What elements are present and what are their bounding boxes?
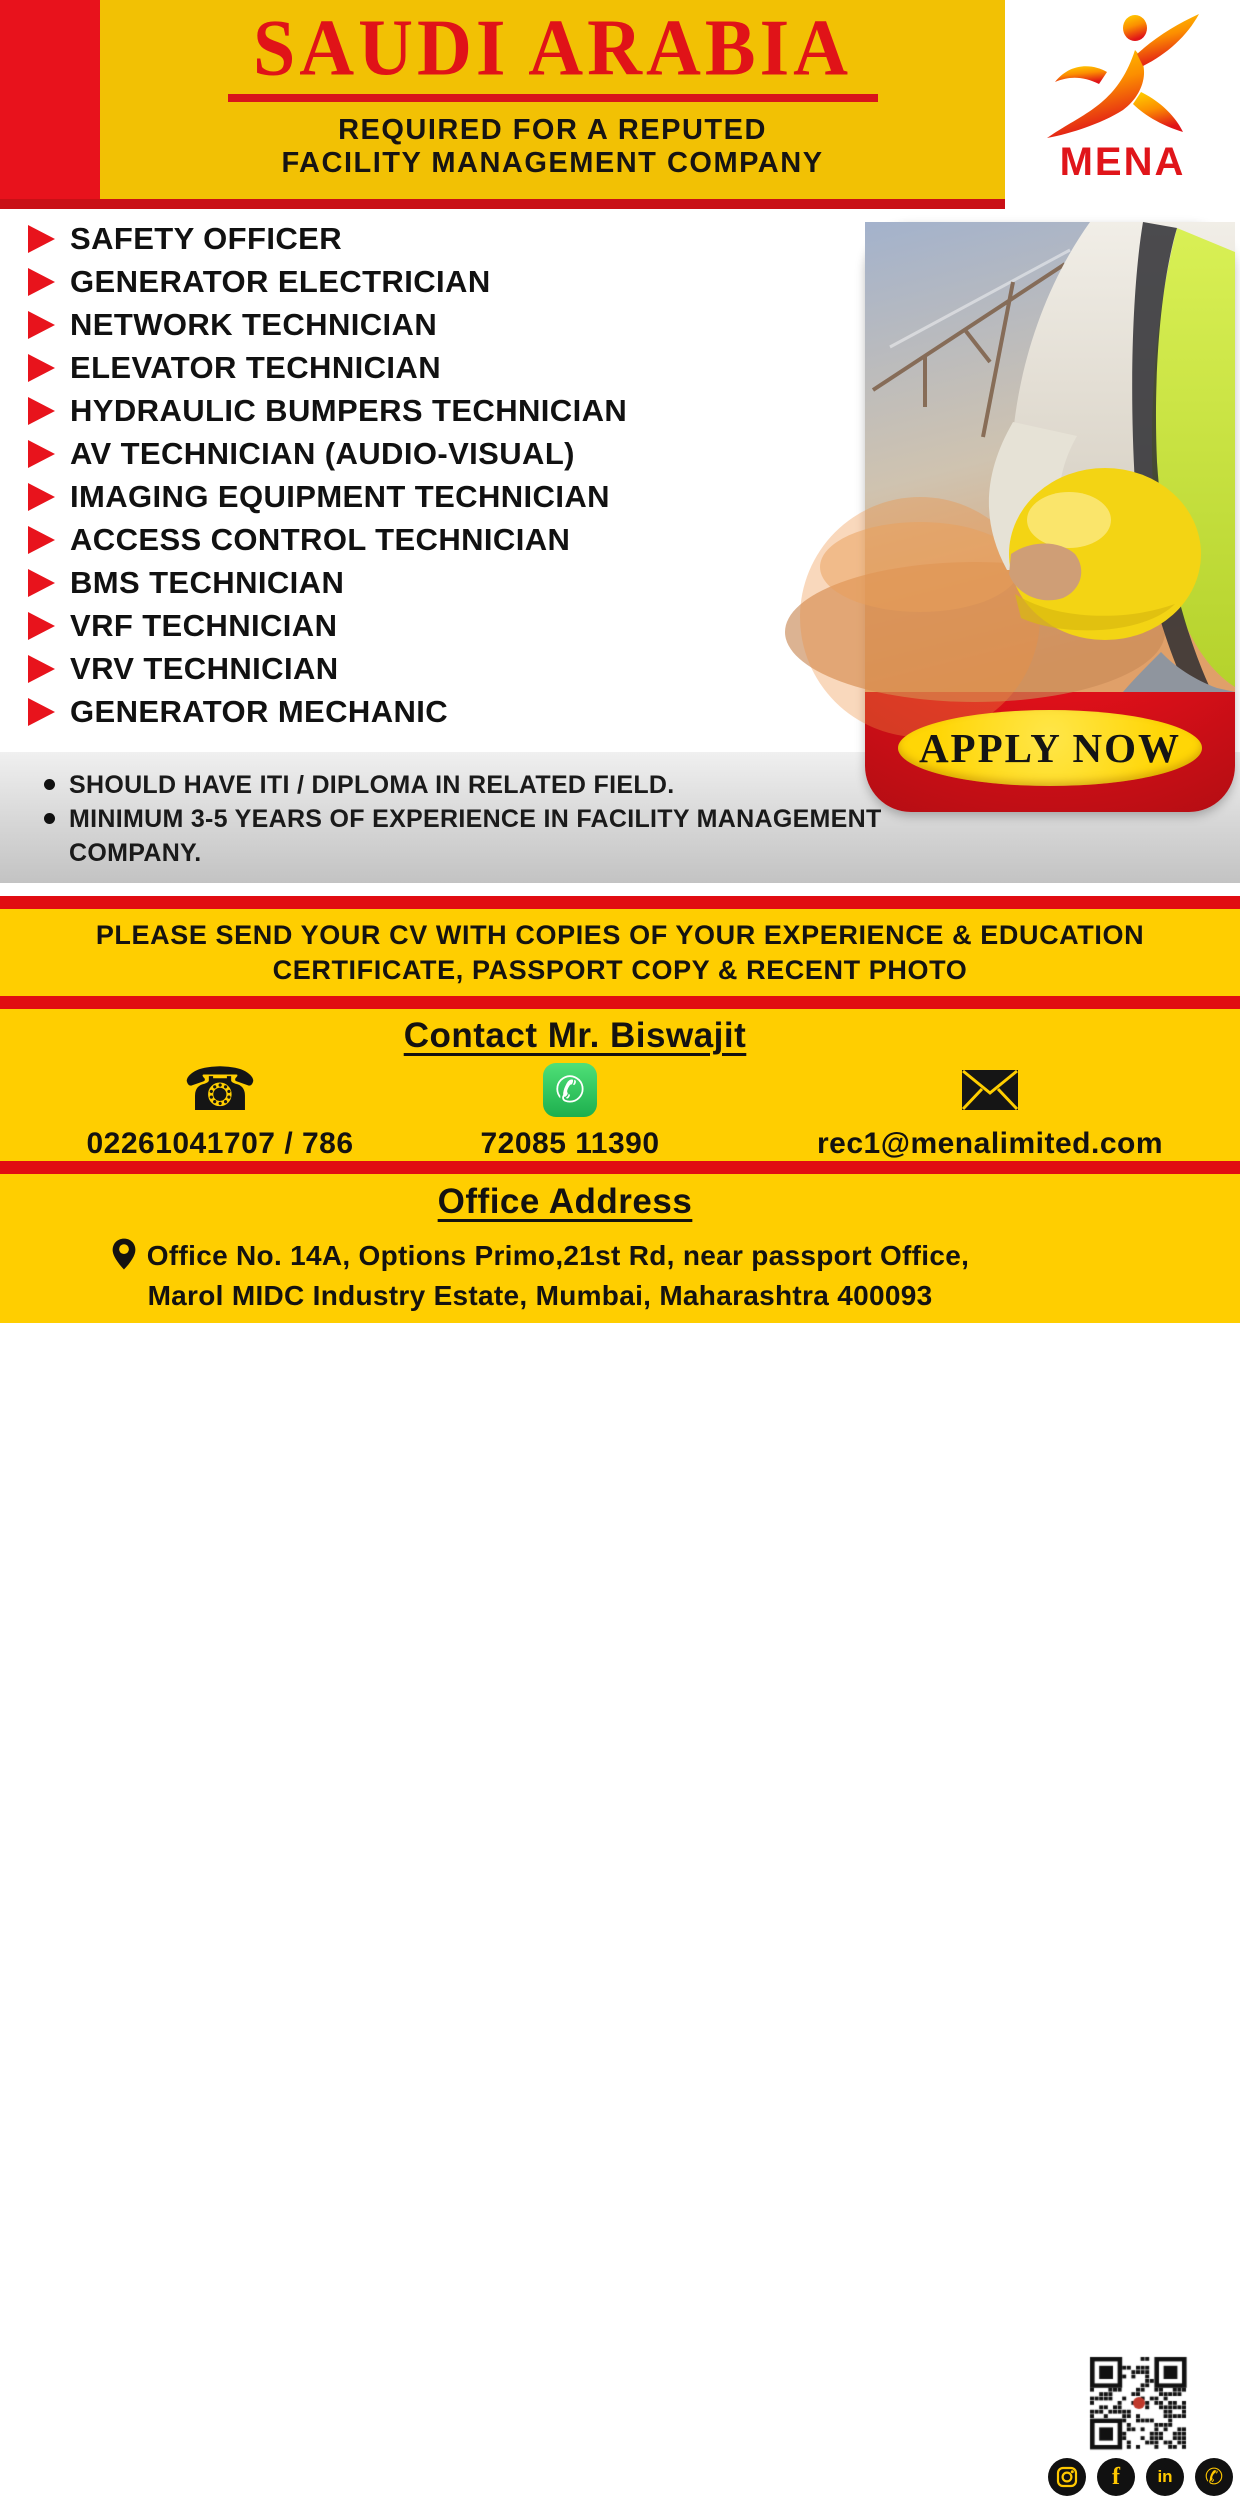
- job-label: GENERATOR MECHANIC: [70, 693, 449, 729]
- triangle-bullet-icon: [28, 612, 55, 640]
- contact-section: [0, 1009, 1240, 1161]
- job-list-item: [28, 346, 858, 389]
- mena-logo-text: MENA: [1059, 140, 1186, 184]
- job-label: VRF TECHNICIAN: [70, 607, 338, 643]
- job-label: SAFETY OFFICER: [70, 220, 342, 256]
- qr-code[interactable]: [1086, 2354, 1192, 2456]
- triangle-bullet-icon: [28, 698, 55, 726]
- job-label: NETWORK TECHNICIAN: [70, 306, 438, 342]
- requirement-item: [44, 768, 914, 802]
- job-list-item: [28, 303, 858, 346]
- triangle-bullet-icon: [28, 440, 55, 468]
- triangle-bullet-icon: [28, 225, 55, 253]
- email-address[interactable]: rec1@menalimited.com: [816, 1127, 1164, 1160]
- job-label: GENERATOR ELECTRICIAN: [70, 263, 491, 299]
- bullet-dot-icon: [44, 779, 55, 790]
- job-list-item: [28, 432, 858, 475]
- triangle-bullet-icon: [28, 268, 55, 296]
- job-list-item: [28, 561, 858, 604]
- contact-title: Contact Mr. Biswajit: [403, 1016, 747, 1055]
- triangle-bullet-icon: [28, 569, 55, 597]
- cv-instruction-band: [0, 909, 1240, 996]
- job-label: VRV TECHNICIAN: [70, 650, 339, 686]
- job-label: ELEVATOR TECHNICIAN: [70, 349, 442, 385]
- requirement-item: [44, 802, 914, 870]
- bullet-dot-icon: [44, 813, 55, 824]
- mena-runner-icon: [1043, 8, 1203, 144]
- header-subtitle-line1: REQUIRED FOR A REPUTED: [338, 114, 767, 146]
- linkedin-icon[interactable]: in: [1146, 2458, 1184, 2496]
- address-line2: Marol MIDC Industry Estate, Mumbai, Maharashtra 400093: [147, 1280, 933, 1311]
- email-contact: [760, 1057, 1220, 1161]
- poster-title: SAUDI ARABIA: [252, 3, 853, 93]
- job-list-item: [28, 604, 858, 647]
- job-list-item: [28, 690, 858, 733]
- requirement-text: MINIMUM 3-5 YEARS OF EXPERIENCE IN FACILITY MANAGEMENT COMPANY.: [69, 805, 882, 867]
- job-list-item: [28, 475, 858, 518]
- whatsapp-social-icon[interactable]: ✆: [1195, 2458, 1233, 2496]
- facebook-icon[interactable]: f: [1097, 2458, 1135, 2496]
- divider-strip: [0, 996, 1240, 1009]
- mena-logo: [1005, 0, 1240, 209]
- divider-strip: [0, 1161, 1240, 1174]
- triangle-bullet-icon: [28, 655, 55, 683]
- telephone-icon: ☎: [182, 1055, 258, 1125]
- triangle-bullet-icon: [28, 311, 55, 339]
- office-address-section: [0, 1174, 1240, 2490]
- header-red-block: [0, 0, 100, 200]
- apply-now-button[interactable]: APPLY NOW: [898, 710, 1202, 786]
- header-divider-bar: [0, 199, 1005, 209]
- job-list-item: [28, 389, 858, 432]
- location-pin-icon: [111, 1237, 137, 1271]
- office-address: [0, 1236, 1080, 1316]
- triangle-bullet-icon: [28, 483, 55, 511]
- job-list-item: [28, 260, 858, 303]
- office-address-title: Office Address: [437, 1182, 693, 1221]
- job-list-item: [28, 518, 858, 561]
- job-label: AV TECHNICIAN (AUDIO-VISUAL): [70, 435, 575, 471]
- triangle-bullet-icon: [28, 526, 55, 554]
- job-label: ACCESS CONTROL TECHNICIAN: [70, 521, 571, 557]
- header-subtitle-line2: FACILITY MANAGEMENT COMPANY: [281, 147, 824, 179]
- phone-number: 02261041707 / 786: [86, 1127, 354, 1160]
- requirement-text: SHOULD HAVE ITI / DIPLOMA IN RELATED FIELD.: [69, 771, 675, 799]
- whatsapp-icon: ✆: [543, 1063, 597, 1117]
- instagram-icon[interactable]: [1048, 2458, 1086, 2496]
- cv-note-line2: CERTIFICATE, PASSPORT COPY & RECENT PHOTO: [272, 954, 968, 985]
- construction-worker-photo: [865, 222, 1235, 692]
- social-icons: [1048, 2458, 1233, 2496]
- job-list-item: [28, 217, 858, 260]
- triangle-bullet-icon: [28, 397, 55, 425]
- job-list: [28, 217, 858, 733]
- triangle-bullet-icon: [28, 354, 55, 382]
- job-label: BMS TECHNICIAN: [70, 564, 345, 600]
- cv-note-line1: PLEASE SEND YOUR CV WITH COPIES OF YOUR EXPERIENCE & EDUCATION: [95, 919, 1145, 950]
- job-label: IMAGING EQUIPMENT TECHNICIAN: [70, 478, 610, 514]
- email-icon: [961, 1069, 1019, 1111]
- address-line1: Office No. 14A, Options Primo,21st Rd, near passport Office,: [0, 1236, 1080, 1276]
- whatsapp-number: 72085 11390: [480, 1127, 660, 1160]
- header-banner: [100, 0, 1005, 200]
- divider-strip: [0, 896, 1240, 909]
- whatsapp-contact: [420, 1057, 720, 1161]
- job-list-item: [28, 647, 858, 690]
- job-label: HYDRAULIC BUMPERS TECHNICIAN: [70, 392, 628, 428]
- worker-photo-card: [865, 222, 1235, 812]
- phone-contact: [20, 1057, 420, 1161]
